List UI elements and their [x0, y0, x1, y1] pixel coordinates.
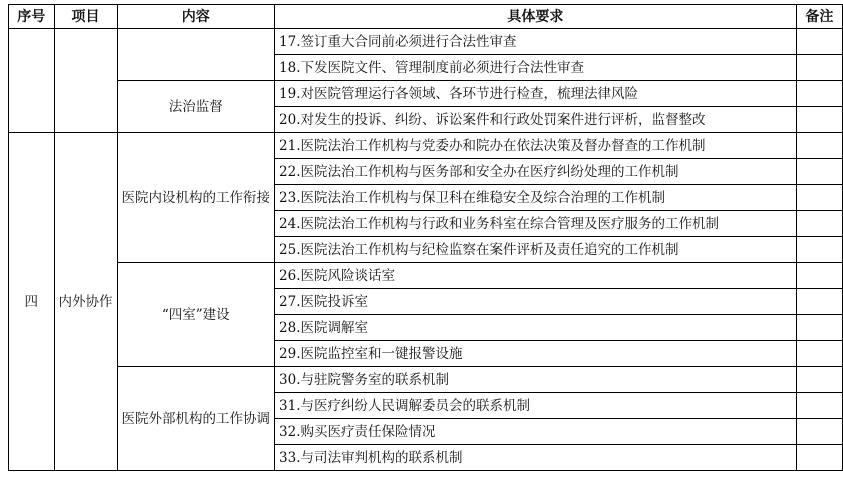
remark-cell [796, 341, 842, 367]
requirement-cell: 29.医院监控室和一键报警设施 [275, 341, 797, 367]
requirement-cell: 20.对发生的投诉、纠纷、诉讼案件和行政处罚案件进行评析，监督整改 [275, 107, 797, 133]
header-row [9, 5, 843, 29]
remark-cell [796, 211, 842, 237]
content-cell-internal: 医院内设机构的工作衔接 [117, 133, 275, 263]
content-cell-empty [117, 29, 275, 81]
remark-cell [796, 159, 842, 185]
remark-cell [796, 315, 842, 341]
remark-cell [796, 185, 842, 211]
table-row [9, 263, 843, 289]
requirement-cell: 23.医院法治工作机构与保卫科在维稳安全及综合治理的工作机制 [275, 185, 797, 211]
remark-cell [796, 289, 842, 315]
requirement-cell: 21.医院法治工作机构与党委办和院办在依法决策及督办督查的工作机制 [275, 133, 797, 159]
requirements-table [8, 4, 843, 471]
table-row [9, 133, 843, 159]
requirement-cell: 18.下发医院文件、管理制度前必须进行合法性审查 [275, 55, 797, 81]
header-content: 内容 [117, 5, 275, 29]
requirement-cell: 17.签订重大合同前必须进行合法性审查 [275, 29, 797, 55]
content-cell-external: 医院外部机构的工作协调 [117, 367, 275, 471]
requirement-cell: 27.医院投诉室 [275, 289, 797, 315]
requirement-cell: 26.医院风险谈话室 [275, 263, 797, 289]
header-requirement: 具体要求 [275, 5, 797, 29]
requirement-cell: 32.购买医疗责任保险情况 [275, 419, 797, 445]
requirement-cell: 30.与驻院警务室的联系机制 [275, 367, 797, 393]
header-remark: 备注 [796, 5, 842, 29]
table-row [9, 81, 843, 107]
requirement-cell: 19.对医院管理运行各领域、各环节进行检查，梳理法律风险 [275, 81, 797, 107]
header-item: 项目 [54, 5, 117, 29]
content-cell-four-rooms: “四室”建设 [117, 263, 275, 367]
remark-cell [796, 55, 842, 81]
remark-cell [796, 445, 842, 471]
requirement-cell: 22.医院法治工作机构与医务部和安全办在医疗纠纷处理的工作机制 [275, 159, 797, 185]
item-cell: 内外协作 [54, 133, 117, 471]
content-cell-legal-supervision: 法治监督 [117, 81, 275, 133]
remark-cell [796, 29, 842, 55]
remark-cell [796, 393, 842, 419]
requirement-cell: 28.医院调解室 [275, 315, 797, 341]
item-cell-empty [54, 29, 117, 133]
seq-cell: 四 [9, 133, 55, 471]
requirement-cell: 31.与医疗纠纷人民调解委员会的联系机制 [275, 393, 797, 419]
table-row [9, 29, 843, 55]
seq-cell-empty [9, 29, 55, 133]
remark-cell [796, 107, 842, 133]
remark-cell [796, 367, 842, 393]
requirement-cell: 24.医院法治工作机构与行政和业务科室在综合管理及医疗服务的工作机制 [275, 211, 797, 237]
remark-cell [796, 419, 842, 445]
requirement-cell: 33.与司法审判机构的联系机制 [275, 445, 797, 471]
requirement-cell: 25.医院法治工作机构与纪检监察在案件评析及责任追究的工作机制 [275, 237, 797, 263]
remark-cell [796, 263, 842, 289]
remark-cell [796, 133, 842, 159]
header-seq: 序号 [9, 5, 55, 29]
table-row [9, 367, 843, 393]
remark-cell [796, 81, 842, 107]
remark-cell [796, 237, 842, 263]
